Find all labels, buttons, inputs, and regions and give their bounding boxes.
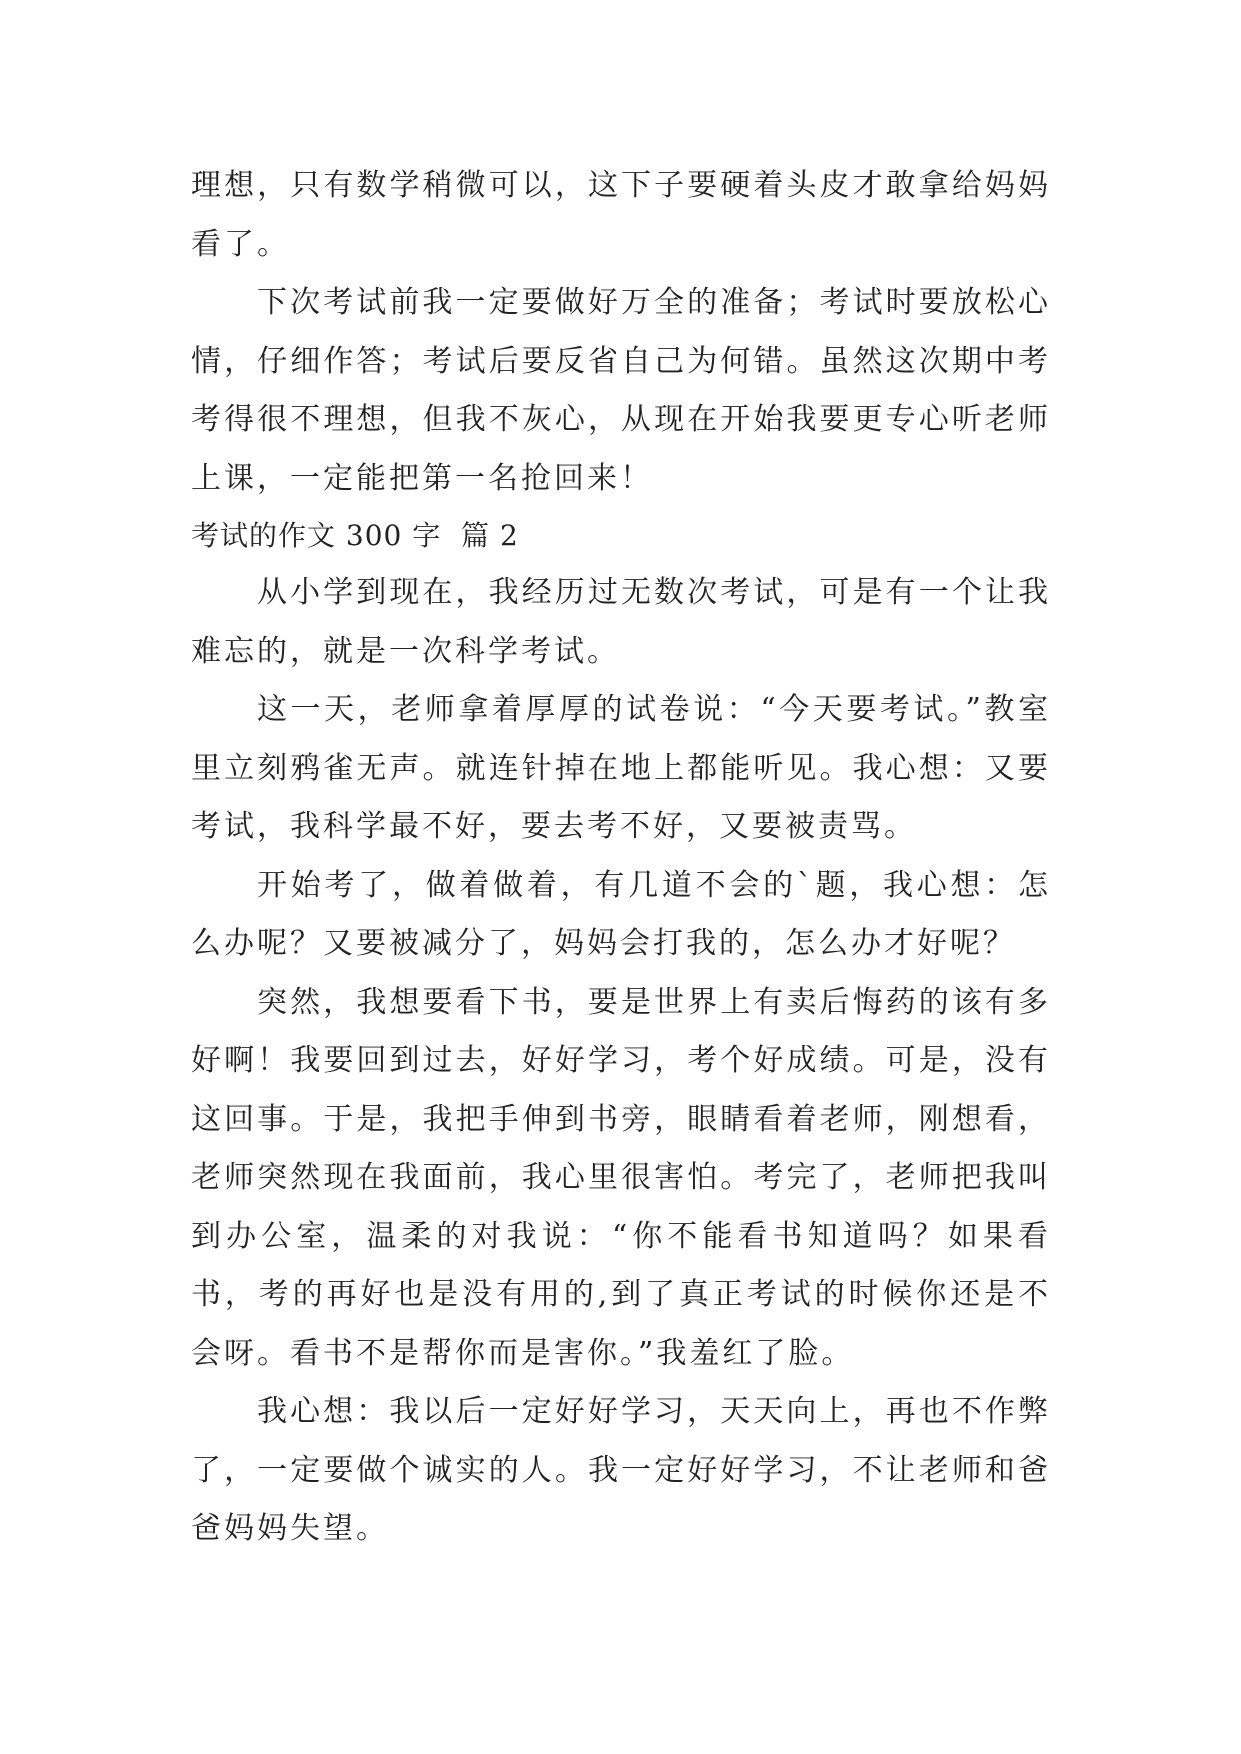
paragraph: 这一天，老师拿着厚厚的试卷说：“今天要考试。”教室里立刻鸦雀无声。就连针掉在地上都能听见。我心想：又要考试，我科学最不好，要去考不好，又要被责骂。 (191, 692, 1051, 844)
section-title: 考试的作文 300 字 篇 2 (191, 519, 519, 552)
paragraph: 下次考试前我一定要做好万全的准备；考试时要放松心情，仔细作答；考试后要反省自己为何错。虽然这次期中考考得很不理想，但我不灰心，从现在开始我要更专心听老师上课，一定能把第一名抢回来！ (191, 285, 1051, 496)
paragraph: 从小学到现在，我经历过无数次考试，可是有一个让我难忘的，就是一次科学考试。 (191, 575, 1051, 669)
paragraph: 我心想：我以后一定好好学习，天天向上，再也不作弊了，一定要做个诚实的人。我一定好好学习，不让老师和爸爸妈妈失望。 (191, 1394, 1051, 1546)
paragraph: 理想，只有数学稍微可以，这下子要硬着头皮才敢拿给妈妈看了。 (191, 168, 1051, 262)
document-body (191, 157, 1051, 1559)
paragraph: 开始考了，做着做着，有几道不会的`题，我心想：怎么办呢？又要被减分了，妈妈会打我的，怎么办才好呢？ (191, 867, 1051, 961)
paragraph: 突然，我想要看下书，要是世界上有卖后悔药的该有多好啊！我要回到过去，好好学习，考个好成绩。可是，没有这回事。于是，我把手伸到书旁，眼睛看着老师，刚想看，老师突然现在我面前，我心里很害怕。考完了，老师把我叫到办公室，温柔的对我说：“你不能看书知道吗？如果看书，考的再好也是没有用的,到了真正考试的时候你还是不会呀。看书不是帮你而是害你。”我羞红了脸。 (191, 984, 1051, 1371)
